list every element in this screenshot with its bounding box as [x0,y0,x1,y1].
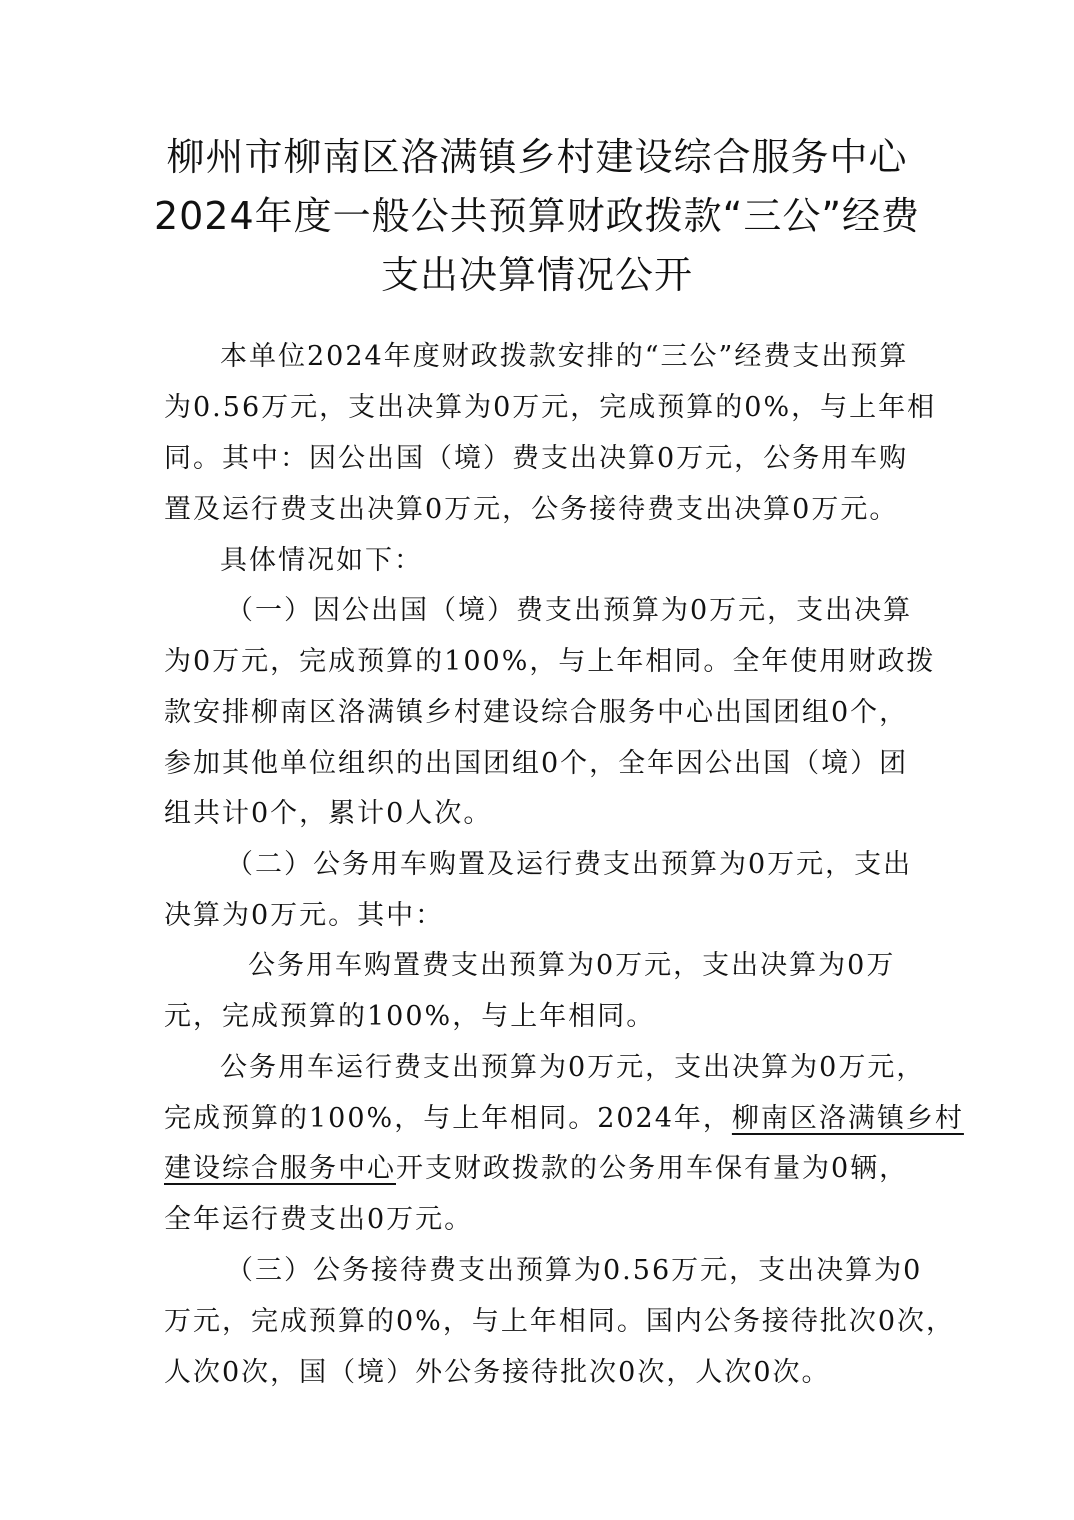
body-line: 公务用车运行费支出预算为0万元，支出决算为0万元， [220,1052,926,1083]
body-line: 决算为0万元。其中： [164,900,445,931]
document-title-line-3: 支出决算情况公开 [380,253,693,297]
body-text: 完成预算的100%，与上年相同。2024年， [164,1103,732,1134]
body-line: 同。其中：因公出国（境）费支出决算0万元，公务用车购 [164,443,909,474]
body-line: 为0.56万元，支出决算为0万元，完成预算的0%，与上年相 [164,392,937,423]
document-title-line-1: 柳州市柳南区洛满镇乡村建设综合服务中心 [166,135,908,179]
body-line: 元，完成预算的100%，与上年相同。 [164,1001,656,1032]
body-line: （二）公务用车购置及运行费支出预算为0万元，支出 [226,849,913,880]
body-line: 公务用车购置费支出预算为0万元，支出决算为0万 [248,950,896,981]
body-line: 组共计0个，累计0人次。 [164,798,493,829]
body-line [164,1100,964,1138]
underlined-unit-name: 柳南区洛满镇乡村 [731,1103,964,1134]
body-text: 开支财政拨款的公务用车保有量为0辆， [396,1153,909,1184]
document-title-line-2: 2024年度一般公共预算财政拨款“三公”经费 [153,194,921,238]
body-line [164,1150,908,1188]
body-line: 本单位2024年度财政拨款安排的“三公”经费支出预算 [220,341,909,372]
body-line: 参加其他单位组织的出国团组0个，全年因公出国（境）团 [164,748,909,779]
body-line: （三）公务接待费支出预算为0.56万元，支出决算为0 [226,1255,923,1286]
body-line: 置及运行费支出决算0万元，公务接待费支出决算0万元。 [164,494,899,525]
body-line: 具体情况如下： [220,545,423,576]
body-line: 为0万元，完成预算的100%，与上年相同。全年使用财政拨 [164,646,936,677]
body-line: 人次0次，国（境）外公务接待批次0次，人次0次。 [164,1357,831,1388]
body-line: （一）因公出国（境）费支出预算为0万元，支出决算 [226,595,913,626]
body-line: 万元，完成预算的0%，与上年相同。国内公务接待批次0次， [164,1306,956,1337]
body-line: 全年运行费支出0万元。 [164,1204,474,1235]
underlined-unit-name: 建设综合服务中心 [164,1153,396,1184]
body-line: 款安排柳南区洛满镇乡村建设综合服务中心出国团组0个， [164,697,909,728]
